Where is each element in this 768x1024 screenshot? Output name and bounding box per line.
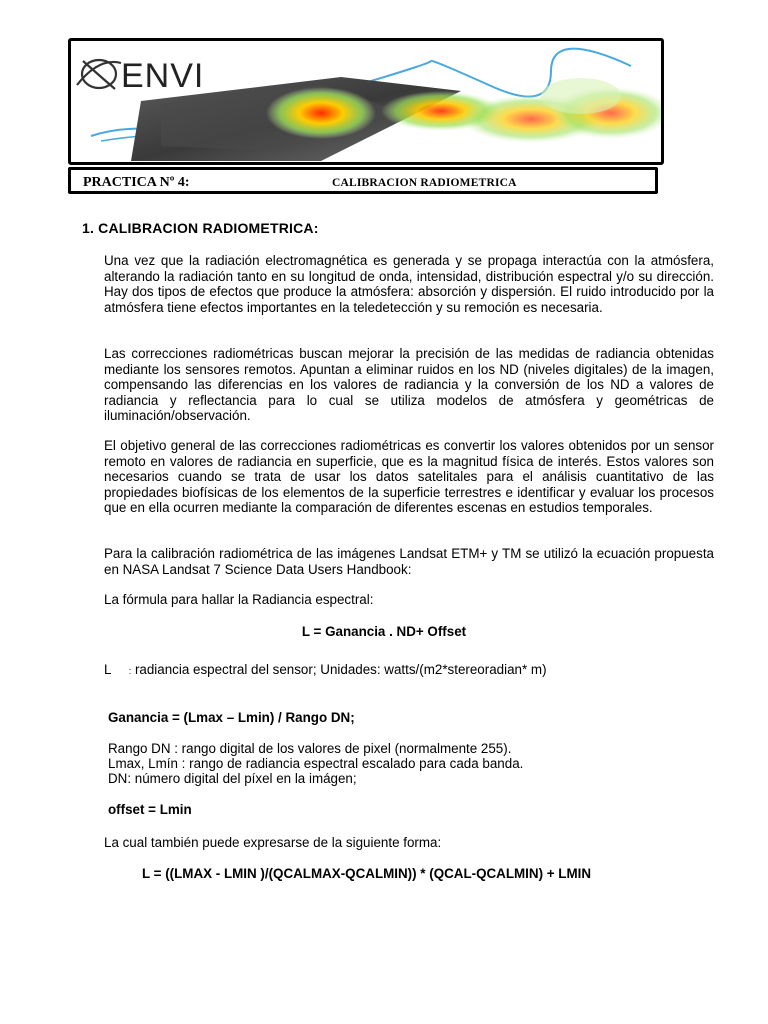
paragraph-1: Una vez que la radiación electromagnética es generada y se propaga interactúa con la atmósfera, alterando la radiación tanto en su longitud de onda, intensidad, distribución espectral y/o su dirección. Hay dos tipos de efectos que produce la atmósfera: absorción y dispersión. El ruido introducido por la atmósfera tiene efectos importantes en la teledetección y su remoción es necesaria.	[104, 253, 714, 315]
formula-full: L = ((LMAX - LMIN )/(QCALMAX-QCALMIN)) * (QCAL-QCALMIN) + LMIN	[142, 866, 592, 881]
paragraph-2: Las correcciones radiométricas buscan mejorar la precisión de las medidas de radiancia obtenidas mediante los sensores remotos. Apuntan a eliminar ruidos en los ND (niveles digitales) de la imagen, compensando las diferencias en los valores de radiancia y la conversión de los ND a valores de radiancia y reflectancia para lo cual se utiliza modelos de atmósfera y geométricas de iluminación/observación.	[104, 346, 714, 423]
ganancia-formula: Ganancia = (Lmax – Lmin) / Rango DN;	[108, 710, 355, 725]
paragraph-3: El objetivo general de las correcciones radiométricas es convertir los valores obtenidos por un sensor remoto en valores de radiancia en superficie, que es la magnitud física de interés. Estos valores son necesarios cuando se trata de usar los datos satelitales para el análisis cuantitativo de las propiedades biofísicas de los elementos de la superficie terrestres e identificar y evaluar los procesos que en ella ocurren mediante la comparación de diferentes escenas en estudios temporales.	[104, 438, 714, 515]
practice-title: CALIBRACION RADIOMETRICA	[332, 177, 517, 189]
envi-globe-icon	[77, 60, 121, 89]
l-definition: radiancia espectral del sensor; Unidades: watts/(m2*stereoradian* m)	[134, 662, 547, 677]
formula-intro: La fórmula para hallar la Radiancia espectral:	[104, 592, 374, 607]
practice-label: PRACTICA Nº 4:	[83, 175, 190, 190]
l-symbol: L	[104, 662, 111, 677]
offset-formula: offset = Lmin	[108, 802, 192, 817]
l-colon: :	[128, 666, 132, 676]
formula-radiance: L = Ganancia . ND+ Offset	[301, 624, 467, 639]
l-definition-line	[104, 662, 547, 680]
paragraph-4: Para la calibración radiométrica de las imágenes Landsat ETM+ y TM se utilizó la ecuación propuesta en NASA Landsat 7 Science Data Users Handbook:	[104, 546, 714, 577]
definition-dn: DN: número digital del píxel en la imágen;	[108, 771, 357, 786]
section-heading: 1. CALIBRACION RADIOMETRICA:	[82, 220, 319, 236]
definition-lmax: Lmax, Lmín : rango de radiancia espectral escalado para cada banda.	[108, 756, 524, 771]
practice-title-box	[68, 167, 658, 194]
logo-text: ENVI	[121, 57, 205, 95]
alt-intro: La cual también puede expresarse de la siguiente forma:	[104, 835, 442, 850]
header-banner	[68, 38, 664, 165]
definition-rango: Rango DN : rango digital de los valores de pixel (normalmente 255).	[108, 741, 512, 756]
